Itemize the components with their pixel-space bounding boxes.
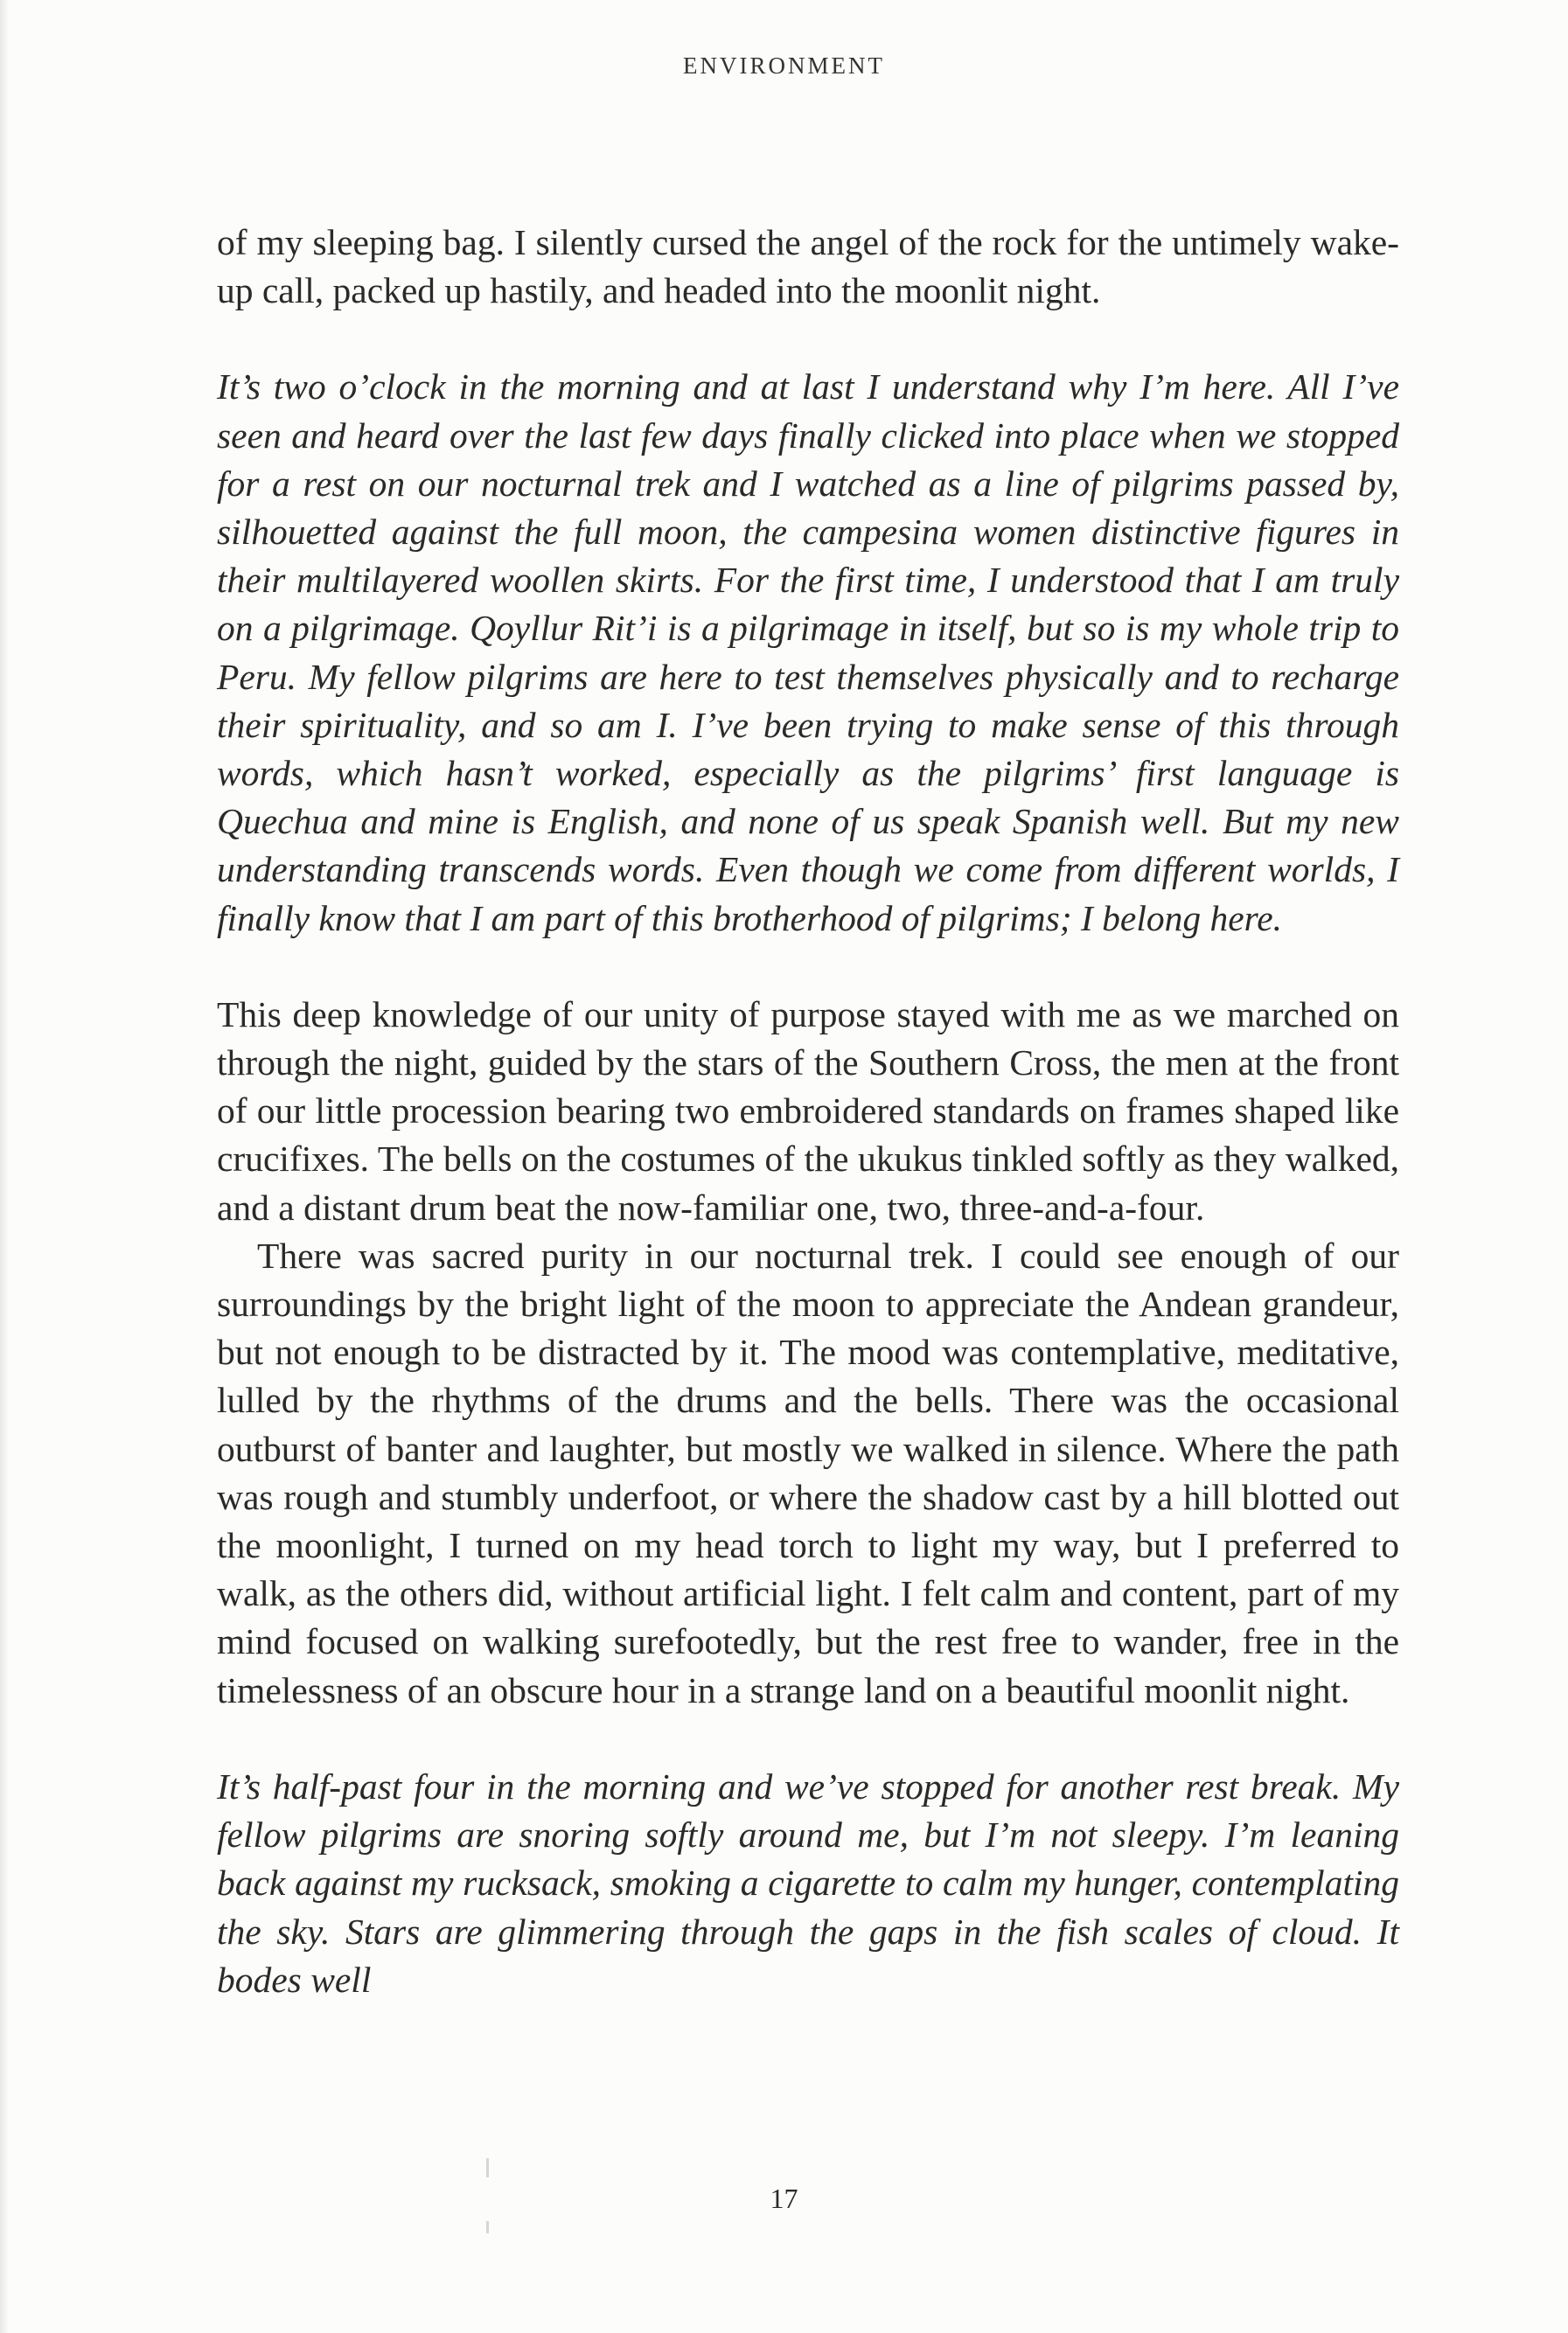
- journal-entry-paragraph: It’s half-past four in the morning and we’ve stopped for another rest break. My fellow pilgrims are snoring softly around me, but I’m not sleepy. I’m leaning back against my rucksack, smoking a cigarette to calm my hunger, contemplating the sky. Stars are glimmering through the gaps in the fish scales of cloud. It bodes well: [217, 1765, 1399, 2000]
- section-break: [217, 315, 1399, 363]
- scan-speck: [486, 2158, 489, 2177]
- narrative-paragraph: There was sacred purity in our nocturnal trek. I could see enough of our surroundings by the bright light of the moon to appreciate the Andean grandeur, but not enough to be distracted by it. The mood was contemplative, meditative, lulled by the rhythms of the drums and the bells. There was the occasional outburst of banter and laughter, but mostly we walked in silence. Where the path was rough and stumbly underfoot, or where the shadow cast by a hill blotted out the moonlight, I turned on my head torch to light my way, but I preferred to walk, as the others did, without artificial light. I felt calm and content, part of my mind focused on walking surefootedly, but the rest free to wander, free in the timelessness of an obscure hour in a strange land on a beautiful moonlit night.: [217, 1235, 1399, 1710]
- paragraph-continuation: of my sleeping bag. I silently cursed the angel of the rock for the untimely wake-up call, packed up hastily, and headed into the moonlit night.: [217, 222, 1399, 311]
- running-head: ENVIRONMENT: [683, 52, 885, 79]
- narrative-paragraph: This deep knowledge of our unity of purpose stayed with me as we marched on through the night, guided by the stars of the Southern Cross, the men at the front of our little procession bearing two embroidered standards on frames shaped like crucifixes. The bells on the costumes of the ukukus tinkled softly as they walked, and a distant drum beat the now-familiar one, two, three-and-a-four.: [217, 993, 1399, 1228]
- section-break: [217, 943, 1399, 991]
- journal-entry-paragraph: It’s two o’clock in the morning and at last I understand why I’m here. All I’ve seen and heard over the last few days finally clicked into place when we stopped for a rest on our nocturnal trek and I watched as a line of pilgrims passed by, silhouetted against the full moon, the campesina women distinctive figures in their multilayered woollen skirts. For the first time, I understood that I am truly on a pilgrimage. Qoyllur Rit’i is a pilgrimage in itself, but so is my whole trip to Peru. My fellow pilgrims are here to test themselves physically and to recharge their spirituality, and so am I. I’ve been trying to make sense of this through words, which hasn’t worked, especially as the pilgrims’ first language is Quechua and mine is English, and none of us speak Spanish well. But my new understanding transcends words. Even though we come from different worlds, I finally know that I am part of this brotherhood of pilgrims; I belong here.: [217, 366, 1399, 938]
- scan-speck: [486, 2221, 489, 2233]
- body-text: [217, 219, 1399, 2004]
- page-number: 17: [770, 2183, 798, 2214]
- page-gutter-shadow: [0, 0, 9, 2333]
- section-break: [217, 1715, 1399, 1763]
